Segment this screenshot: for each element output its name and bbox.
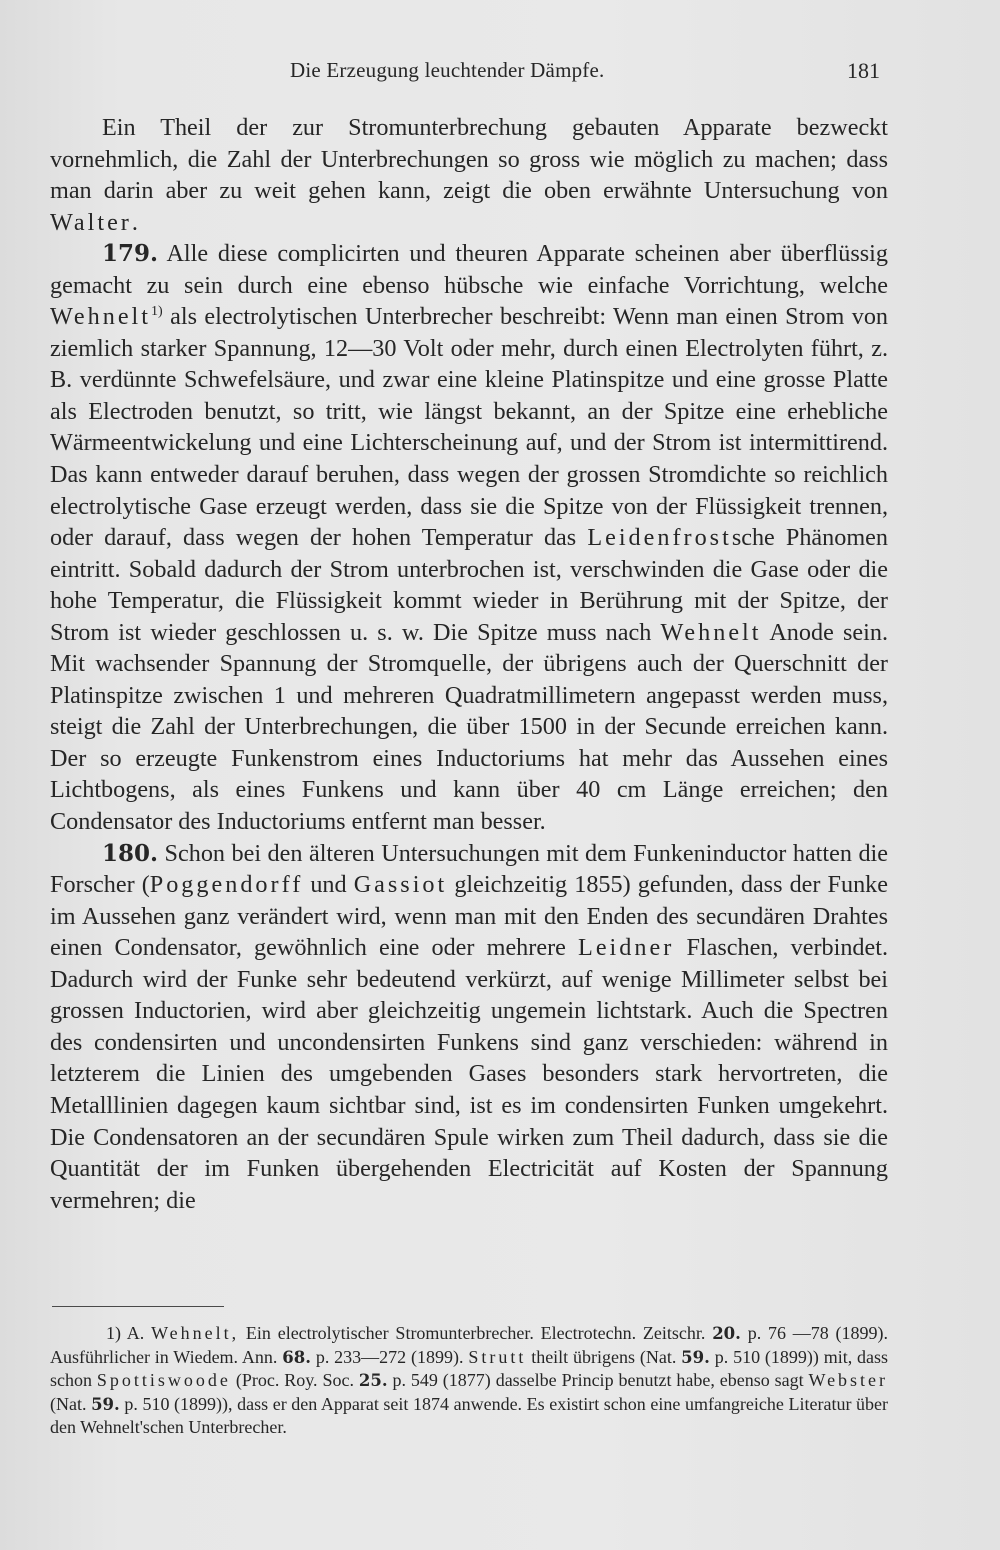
main-text — [50, 112, 888, 1216]
author-name: Gassiot — [353, 871, 448, 899]
page-number: 181 — [847, 58, 880, 83]
author-name: Poggendorff — [149, 871, 304, 899]
author-name: Walter — [50, 208, 132, 236]
volume-number: 20. — [712, 1324, 741, 1343]
author-name: Spottiswoode — [96, 1370, 231, 1390]
volume-number: 59. — [681, 1347, 710, 1367]
footnote-marker: 1) — [106, 1323, 121, 1343]
author-name: Webster — [808, 1370, 889, 1390]
author-name: Strutt — [468, 1346, 527, 1367]
author-name: Wehnelt — [50, 303, 151, 331]
footnote — [50, 1322, 888, 1440]
volume-number: 25. — [358, 1371, 388, 1390]
author-name: Wehnelt — [660, 618, 762, 646]
running-title: Die Erzeugung leuchtender Dämpfe. — [290, 58, 605, 82]
paragraph-180: 180. Schon bei den älteren Untersuchungen mit dem Funkeninductor hatten die Forscher (Poggendorff und Gassiot gleichzeitig 1855) gefunden, dass der Funke im Aussehen ganz verändert wird, wenn man mit den Enden des secundären Drahtes einen Condensator, gewöhnlich eine oder mehrere Leidner Flaschen, verbindet. Dadurch wird der Funke sehr bedeutend verkürzt, auf wenige Millimeter selbst bei grossen Inductorien, wird aber gleichzeitig ungemein lichtstark. Auch die Spectren des condensirten und uncondensirten Funkens sind ganz verschieden: während in letzterem die Linien des umgebenden Gases besonders stark hervortreten, die Metalllinien dagegen kaum sichtbar sind, ist es im condensirten Funken umgekehrt. Die Condensatoren an der secundären Spule wirken zum Theil dadurch, dass sie die Quantität der im Funken übergehenden Electricität auf Kosten der Spannung vermehren; die — [50, 839, 889, 1214]
footnote-text: 1) A. Wehnelt, Ein electrolytischer Stromunterbrecher. Electrotechn. Zeitschr. 20. p. 76 —78 (1899). Ausführlicher in Wiedem. Ann. 68. p. 233—272 (1899). Strutt theilt übrigens (Nat. 59. p. 510 (1899)) mit, dass schon Spottiswoode (Proc. Roy. Soc. 25. p. 549 (1877) dasselbe Princip benutzt habe, ebenso sagt Webster (Nat. 59. p. 510 (1899)), dass er den Apparat seit 1874 anwende. Es existirt schon eine umfangreiche Literatur über den Wehnelt'schen Unterbrecher. — [50, 1323, 889, 1437]
paragraph-intro: Ein Theil der zur Stromunterbrechung gebauten Apparate bezweckt vornehmlich, die Zahl der Unterbrechungen so gross wie möglich zu machen; dass man darin aber zu weit gehen kann, zeigt die oben erwähnte Untersuchung von Walter. — [50, 114, 888, 236]
volume-number: 59. — [91, 1394, 120, 1414]
author-name: Leidenfrost — [587, 524, 732, 552]
volume-number: 68. — [282, 1347, 311, 1367]
author-name: Wehnelt, — [151, 1323, 240, 1343]
footnote-ref[interactable]: 1) — [151, 304, 163, 320]
paragraph-179: 179. Alle diese complicirten und theuren Apparate scheinen aber überflüssig gemacht zu sein durch eine ebenso hübsche wie einfache Vorrichtung, welche Wehnelt$^{1)}$ als electrolytischen Unterbrecher beschreibt: Wenn man einen Strom von ziemlich starker Spannung, 12—30 Volt oder mehr, durch einen Electrolyten führt, z. B. verdünnte Schwefelsäure, und zwar eine kleine Platinspitze und eine grosse Platte als Electroden benutzt, so tritt, wie längst bekannt, an der Spitze eine erhebliche Wärmeentwickelung und eine Lichterscheinung auf, und der Strom ist intermittirend. Das kann entweder darauf beruhen, dass wegen der grossen Stromdichte so reichlich electrolytische Gase erzeugt werden, dass sie die Spitze von der Flüssigkeit trennen, oder darauf, dass wegen der hohen Temperatur das Leidenfrostsche Phänomen eintritt. Sobald dadurch der Strom unterbrochen ist, verschwinden die Gase oder die hohe Temperatur, die Flüssigkeit kommt wieder in Berührung mit der Spitze, der Strom ist wieder geschlossen u. s. w. Die Spitze muss nach Wehnelt Anode sein. Mit wachsender Spannung der Stromquelle, der übrigens auch der Querschnitt der Platinspitze zwischen 1 und mehreren Quadratmillimetern angepasst werden muss, steigt die Zahl der Unterbrechungen, die über 1500 in der Secunde erreichen kann. Der so erzeugte Funkenstrom eines Inductoriums hat mehr das Aussehen eines Lichtbogens, als eines Funkens und kann über 40 cm Länge erreichen; den Condensator des Inductoriums entfernt man besser. — [50, 240, 889, 836]
running-header — [290, 58, 880, 90]
section-number: 179. — [102, 240, 159, 268]
author-name: Leidner — [578, 934, 675, 962]
footnote-divider — [52, 1306, 224, 1307]
section-number: 180. — [102, 839, 159, 867]
